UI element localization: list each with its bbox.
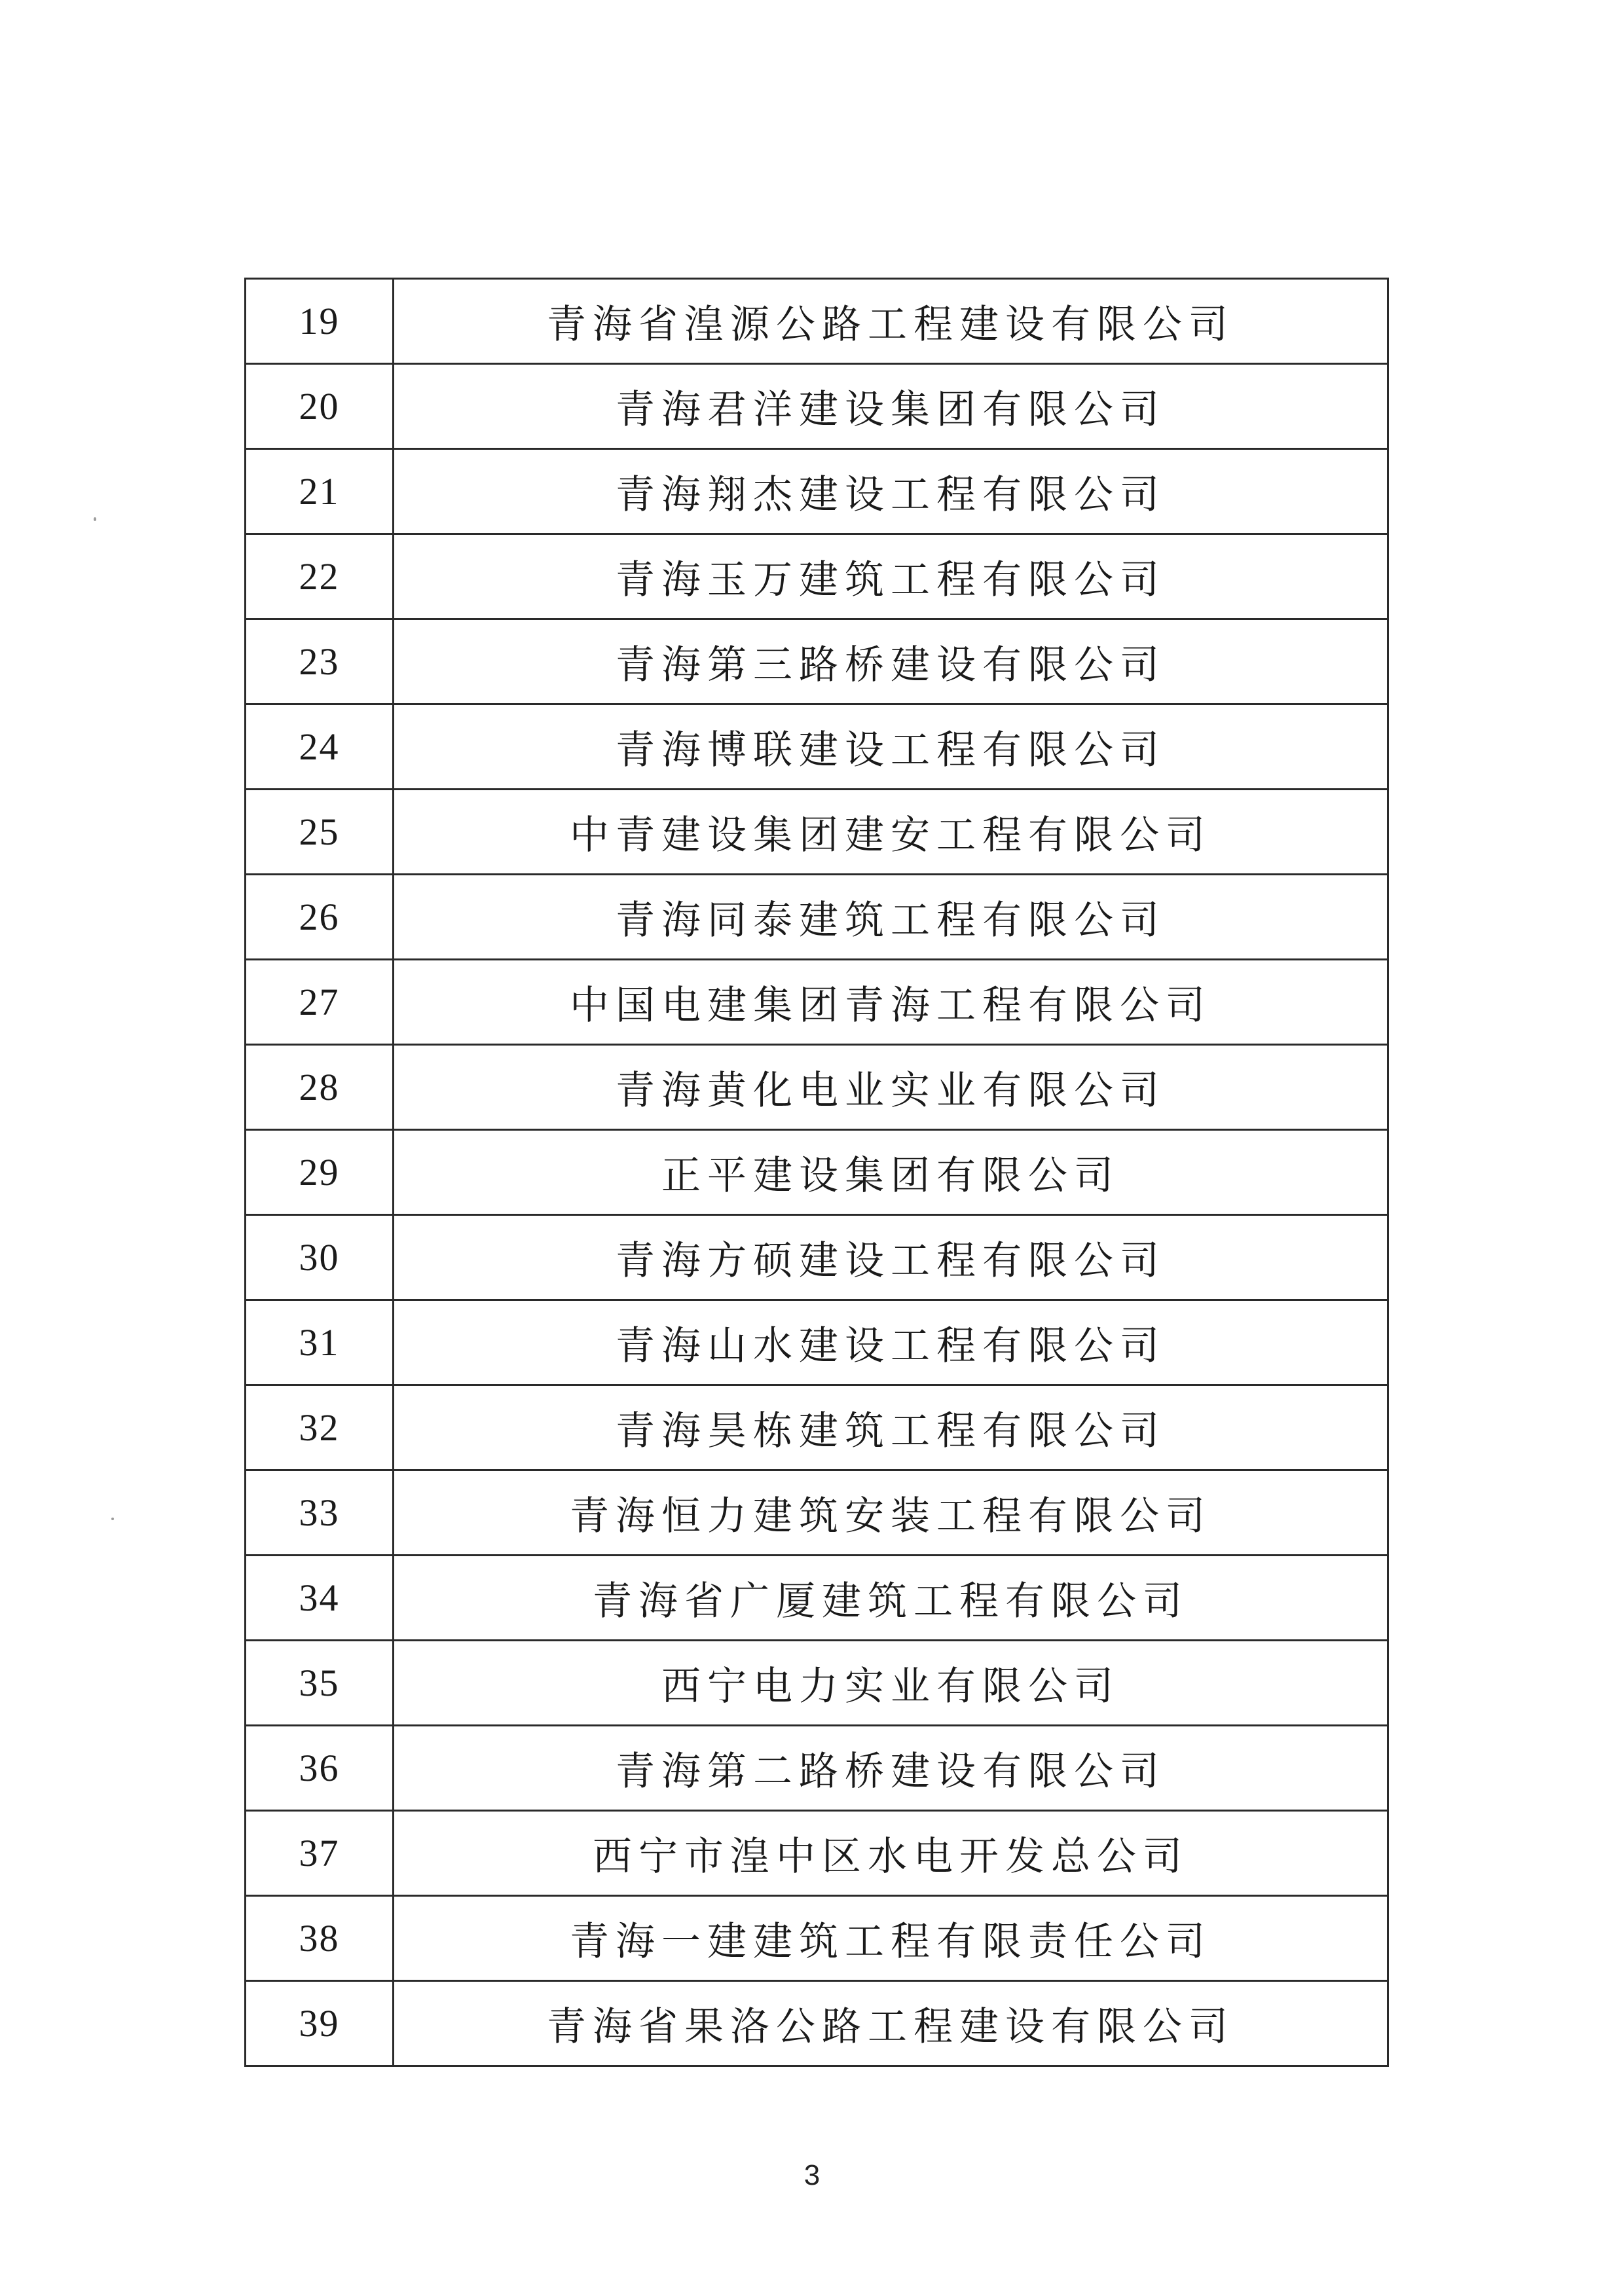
company-name-cell: 青海同泰建筑工程有限公司 bbox=[394, 875, 1388, 960]
row-number-cell: 33 bbox=[246, 1470, 394, 1556]
company-name-cell: 青海第三路桥建设有限公司 bbox=[394, 619, 1388, 704]
row-number-cell: 24 bbox=[246, 704, 394, 790]
company-name-cell: 青海昊栋建筑工程有限公司 bbox=[394, 1385, 1388, 1470]
company-name-cell: 青海方硕建设工程有限公司 bbox=[394, 1215, 1388, 1300]
row-number-cell: 34 bbox=[246, 1556, 394, 1641]
table-row bbox=[246, 1300, 1388, 1385]
table-row bbox=[246, 1896, 1388, 1981]
row-number-cell: 37 bbox=[246, 1811, 394, 1896]
row-number-cell: 22 bbox=[246, 534, 394, 619]
company-table-body bbox=[246, 279, 1388, 2066]
table-row bbox=[246, 960, 1388, 1045]
scan-speck bbox=[94, 517, 96, 521]
page-number: 3 bbox=[803, 2159, 821, 2191]
company-name-cell: 正平建设集团有限公司 bbox=[394, 1130, 1388, 1215]
table-row bbox=[246, 1385, 1388, 1470]
company-name-cell: 青海省广厦建筑工程有限公司 bbox=[394, 1556, 1388, 1641]
table-row bbox=[246, 1556, 1388, 1641]
company-name-cell: 青海玉万建筑工程有限公司 bbox=[394, 534, 1388, 619]
company-name-cell: 青海山水建设工程有限公司 bbox=[394, 1300, 1388, 1385]
row-number-cell: 36 bbox=[246, 1726, 394, 1811]
table-row bbox=[246, 1470, 1388, 1556]
table-row bbox=[246, 534, 1388, 619]
table-row bbox=[246, 1045, 1388, 1130]
row-number-cell: 38 bbox=[246, 1896, 394, 1981]
row-number-cell: 32 bbox=[246, 1385, 394, 1470]
table-row bbox=[246, 1130, 1388, 1215]
row-number-cell: 28 bbox=[246, 1045, 394, 1130]
table-row bbox=[246, 1726, 1388, 1811]
company-name-cell: 青海君洋建设集团有限公司 bbox=[394, 364, 1388, 449]
row-number-cell: 39 bbox=[246, 1981, 394, 2066]
table-row bbox=[246, 1215, 1388, 1300]
row-number-cell: 26 bbox=[246, 875, 394, 960]
company-name-cell: 青海省湟源公路工程建设有限公司 bbox=[394, 279, 1388, 364]
company-name-cell: 青海博联建设工程有限公司 bbox=[394, 704, 1388, 790]
row-number-cell: 27 bbox=[246, 960, 394, 1045]
company-name-cell: 西宁市湟中区水电开发总公司 bbox=[394, 1811, 1388, 1896]
table-row bbox=[246, 364, 1388, 449]
table-row bbox=[246, 1641, 1388, 1726]
table-row bbox=[246, 790, 1388, 875]
company-name-cell: 青海第二路桥建设有限公司 bbox=[394, 1726, 1388, 1811]
table-row bbox=[246, 619, 1388, 704]
company-name-cell: 青海恒力建筑安装工程有限公司 bbox=[394, 1470, 1388, 1556]
row-number-cell: 31 bbox=[246, 1300, 394, 1385]
row-number-cell: 25 bbox=[246, 790, 394, 875]
table-row bbox=[246, 1811, 1388, 1896]
company-name-cell: 青海省果洛公路工程建设有限公司 bbox=[394, 1981, 1388, 2066]
scan-speck bbox=[111, 1518, 114, 1520]
company-name-cell: 西宁电力实业有限公司 bbox=[394, 1641, 1388, 1726]
row-number-cell: 21 bbox=[246, 449, 394, 534]
table-row bbox=[246, 1981, 1388, 2066]
company-name-cell: 青海一建建筑工程有限责任公司 bbox=[394, 1896, 1388, 1981]
table-row bbox=[246, 875, 1388, 960]
row-number-cell: 30 bbox=[246, 1215, 394, 1300]
company-table bbox=[244, 278, 1389, 2067]
row-number-cell: 19 bbox=[246, 279, 394, 364]
company-name-cell: 青海翔杰建设工程有限公司 bbox=[394, 449, 1388, 534]
company-name-cell: 中青建设集团建安工程有限公司 bbox=[394, 790, 1388, 875]
row-number-cell: 35 bbox=[246, 1641, 394, 1726]
row-number-cell: 29 bbox=[246, 1130, 394, 1215]
table-row bbox=[246, 279, 1388, 364]
row-number-cell: 23 bbox=[246, 619, 394, 704]
row-number-cell: 20 bbox=[246, 364, 394, 449]
company-name-cell: 中国电建集团青海工程有限公司 bbox=[394, 960, 1388, 1045]
table-row bbox=[246, 704, 1388, 790]
company-name-cell: 青海黄化电业实业有限公司 bbox=[394, 1045, 1388, 1130]
table-row bbox=[246, 449, 1388, 534]
